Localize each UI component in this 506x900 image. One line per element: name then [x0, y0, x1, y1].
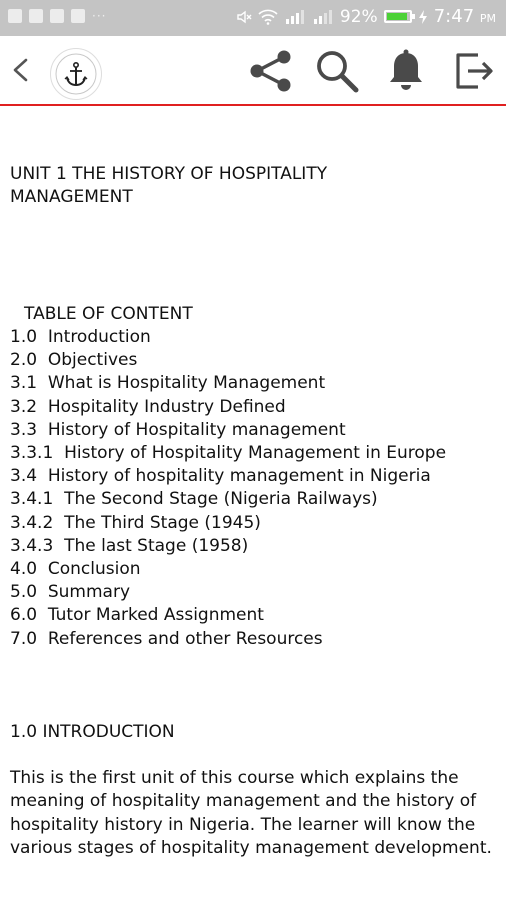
more-notifications-icon: ···	[92, 9, 107, 23]
toc-item	[10, 581, 446, 604]
clock-ampm: PM	[479, 12, 496, 25]
toc-item-title: What is Hospitality Management	[47, 373, 326, 394]
unit-title: UNIT 1 THE HISTORY OF HOSPITALITY MANAGEMENT	[10, 164, 328, 207]
exit-icon	[448, 46, 498, 96]
table-of-contents	[10, 326, 446, 651]
toc-item	[10, 326, 446, 349]
toc-item	[10, 396, 446, 419]
toc-item-number: 3.3.1	[10, 443, 54, 464]
notifications-button[interactable]	[381, 46, 431, 96]
toc-item-title: References and other Resources	[47, 628, 323, 649]
wifi-icon	[258, 9, 278, 25]
battery-percent: 92%	[339, 6, 378, 27]
toc-item-number: 3.4.1	[10, 489, 54, 510]
mute-icon	[236, 9, 252, 25]
system-status	[236, 6, 496, 27]
toc-item	[10, 628, 446, 651]
anchor-logo-icon	[54, 52, 98, 96]
back-button[interactable]	[6, 52, 36, 88]
search-button[interactable]	[312, 46, 362, 96]
share-icon	[246, 46, 296, 96]
toc-item-title: The last Stage (1958)	[64, 535, 249, 556]
bell-icon	[381, 46, 431, 96]
mail-notification-icon	[71, 9, 85, 23]
toc-item-number: 1.0	[10, 327, 38, 347]
toc-item-title: Summary	[47, 582, 131, 603]
search-icon	[312, 46, 362, 96]
toc-heading: TABLE OF CONTENT	[24, 304, 193, 324]
chat-notification-icon	[8, 9, 22, 23]
toc-item-title: History of Hospitality Management in Europe	[64, 443, 447, 464]
toc-item-number: 3.4.3	[10, 535, 54, 556]
charging-icon	[418, 9, 428, 25]
toc-item-number: 3.4.2	[10, 512, 54, 533]
toc-item-number: 5.0	[10, 582, 38, 603]
battery-icon	[384, 10, 412, 23]
toc-item-number: 3.3	[10, 419, 38, 440]
notification-icons	[8, 9, 106, 23]
toc-item	[10, 349, 446, 372]
toc-item-title: Objectives	[47, 350, 138, 371]
toc-item	[10, 558, 446, 581]
toc-item-title: History of Hospitality management	[47, 419, 346, 440]
toc-item-number: 4.0	[10, 559, 38, 580]
toc-item	[10, 419, 446, 442]
toc-item-number: 6.0	[10, 605, 38, 626]
toc-item-title: History of hospitality management in Nigeria	[47, 466, 431, 487]
toc-item-title: The Second Stage (Nigeria Railways)	[64, 489, 378, 510]
toc-item-number: 3.4	[10, 466, 38, 487]
image-notification-icon	[29, 9, 43, 23]
app-logo	[50, 48, 102, 100]
toc-item-number: 7.0	[10, 628, 38, 649]
toc-item-title: The Third Stage (1945)	[64, 512, 261, 533]
toc-item-title: Introduction	[47, 327, 151, 347]
toc-item-number: 2.0	[10, 350, 38, 371]
toc-item-title: Conclusion	[47, 559, 141, 580]
introduction-heading: 1.0 INTRODUCTION	[10, 722, 175, 742]
toc-item-title: Tutor Marked Assignment	[47, 605, 264, 626]
toc-item-title: Hospitality Industry Defined	[47, 396, 286, 417]
toc-item	[10, 442, 446, 465]
lock-notification-icon	[50, 9, 64, 23]
toc-item-number: 3.1	[10, 373, 38, 394]
share-button[interactable]	[246, 46, 296, 96]
toc-item	[10, 372, 446, 395]
back-icon	[6, 52, 36, 88]
app-bar	[0, 36, 506, 106]
clock-time: 7:47	[433, 6, 475, 27]
toc-item	[10, 465, 446, 488]
toc-item	[10, 512, 446, 535]
toc-item	[10, 535, 446, 558]
status-bar	[0, 0, 506, 36]
toc-item	[10, 488, 446, 511]
signal-1-icon	[284, 9, 306, 25]
battery-fill	[387, 13, 407, 20]
exit-button[interactable]	[448, 46, 498, 96]
toc-item	[10, 604, 446, 627]
signal-2-icon	[312, 9, 334, 25]
introduction-text: This is the first unit of this course which explains the meaning of hospitality management and the history of hospitality history in Nigeria. The learner will know the various stages of hospitality management development.	[10, 768, 492, 858]
clock	[434, 6, 496, 27]
toc-item-number: 3.2	[10, 396, 38, 417]
